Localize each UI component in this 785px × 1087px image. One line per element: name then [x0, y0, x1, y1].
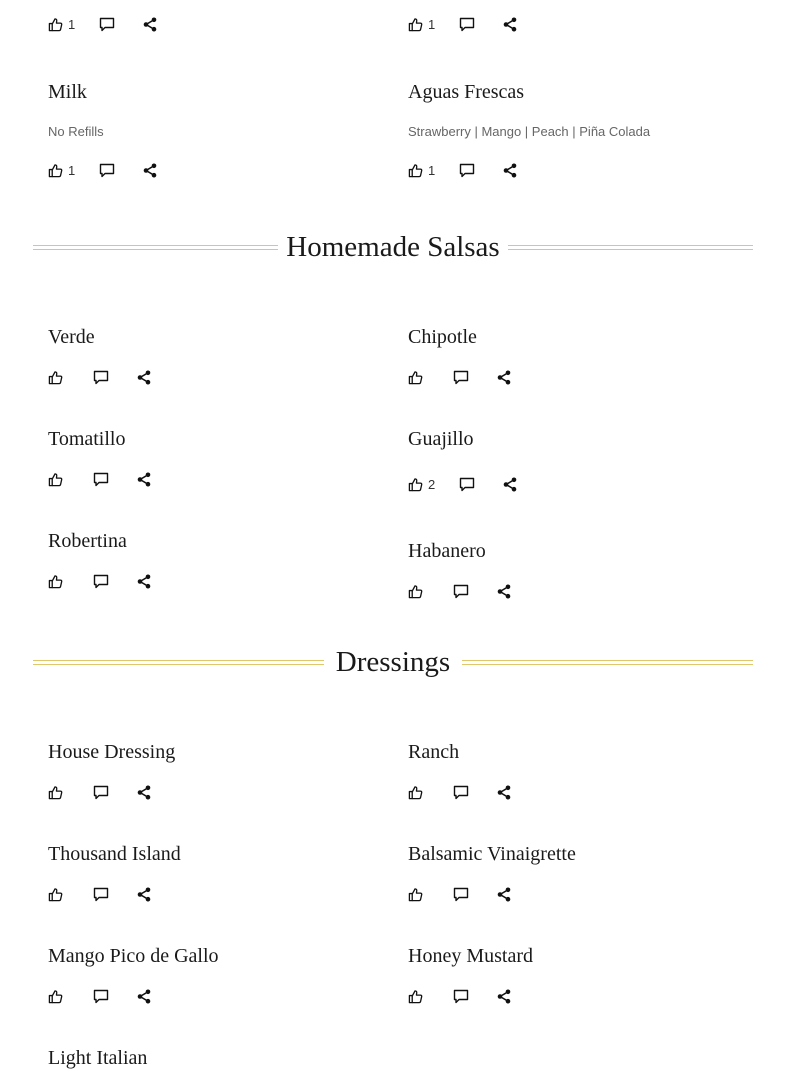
share-icon — [497, 785, 511, 800]
share-icon — [497, 370, 511, 385]
like-button[interactable] — [408, 477, 435, 492]
action-bar — [408, 986, 511, 1006]
comment-icon — [93, 574, 109, 589]
share-icon — [137, 989, 151, 1004]
action-bar — [48, 469, 151, 489]
item-name: Verde — [48, 326, 95, 348]
like-button[interactable] — [408, 17, 435, 32]
share-icon — [143, 163, 157, 178]
like-button[interactable] — [408, 370, 423, 385]
share-icon — [137, 887, 151, 902]
comment-button[interactable] — [93, 472, 109, 487]
comment-button[interactable] — [93, 785, 109, 800]
thumbs-up-icon — [48, 887, 63, 902]
comment-button[interactable] — [459, 17, 475, 32]
item-name: Mango Pico de Gallo — [48, 945, 219, 967]
action-bar — [48, 14, 157, 34]
thumbs-up-icon — [408, 989, 423, 1004]
comment-button[interactable] — [99, 17, 115, 32]
share-button[interactable] — [137, 989, 151, 1004]
action-bar — [48, 367, 151, 387]
comment-icon — [453, 989, 469, 1004]
share-button[interactable] — [137, 785, 151, 800]
comment-icon — [453, 785, 469, 800]
like-button[interactable] — [48, 17, 75, 32]
comment-button[interactable] — [99, 163, 115, 178]
like-button[interactable] — [48, 163, 75, 178]
comment-icon — [93, 785, 109, 800]
comment-icon — [93, 472, 109, 487]
item-name: House Dressing — [48, 741, 176, 763]
action-bar — [408, 160, 517, 180]
thumbs-up-icon — [408, 163, 423, 178]
share-icon — [503, 163, 517, 178]
action-bar — [48, 160, 157, 180]
like-count: 1 — [428, 16, 436, 32]
action-bar — [408, 14, 517, 34]
action-bar — [408, 782, 511, 802]
thumbs-up-icon — [408, 887, 423, 902]
section-title: Homemade Salsas — [286, 231, 500, 263]
item-name: Thousand Island — [48, 843, 181, 865]
share-icon — [137, 574, 151, 589]
share-button[interactable] — [143, 163, 157, 178]
share-button[interactable] — [497, 370, 511, 385]
item-name: Ranch — [408, 741, 460, 763]
comment-button[interactable] — [453, 785, 469, 800]
share-button[interactable] — [497, 887, 511, 902]
comment-icon — [453, 584, 469, 599]
action-bar — [408, 581, 511, 601]
item-name: Balsamic Vinaigrette — [408, 843, 576, 865]
share-icon — [503, 17, 517, 32]
item-name: Light Italian — [48, 1047, 148, 1069]
comment-icon — [93, 989, 109, 1004]
item-name: Guajillo — [408, 428, 474, 450]
comment-icon — [93, 370, 109, 385]
thumbs-up-icon — [408, 477, 423, 492]
item-name: Milk — [48, 81, 87, 103]
share-button[interactable] — [137, 370, 151, 385]
section-heading-salsas — [33, 228, 753, 268]
thumbs-up-icon — [48, 472, 63, 487]
like-button[interactable] — [408, 163, 435, 178]
thumbs-up-icon — [48, 574, 63, 589]
section-title: Dressings — [335, 646, 451, 678]
action-bar — [408, 884, 511, 904]
thumbs-up-icon — [408, 584, 423, 599]
comment-icon — [453, 887, 469, 902]
item-name: Tomatillo — [48, 428, 126, 450]
comment-icon — [99, 17, 115, 32]
like-button[interactable] — [408, 887, 423, 902]
share-button[interactable] — [497, 989, 511, 1004]
item-name: Habanero — [408, 540, 486, 562]
share-icon — [137, 785, 151, 800]
share-icon — [497, 887, 511, 902]
share-button[interactable] — [137, 887, 151, 902]
like-count: 1 — [68, 162, 76, 178]
action-bar — [48, 884, 151, 904]
like-button[interactable] — [48, 472, 63, 487]
comment-button[interactable] — [93, 370, 109, 385]
like-button[interactable] — [408, 989, 423, 1004]
action-bar — [48, 571, 151, 591]
share-icon — [143, 17, 157, 32]
comment-icon — [93, 887, 109, 902]
thumbs-up-icon — [408, 370, 423, 385]
action-bar — [408, 474, 517, 494]
share-button[interactable] — [137, 472, 151, 487]
like-count: 2 — [428, 476, 436, 492]
share-button[interactable] — [137, 574, 151, 589]
like-button[interactable] — [48, 785, 63, 800]
comment-icon — [459, 17, 475, 32]
thumbs-up-icon — [408, 785, 423, 800]
item-name: Chipotle — [408, 326, 477, 348]
action-bar — [48, 986, 151, 1006]
comment-icon — [99, 163, 115, 178]
comment-button[interactable] — [453, 370, 469, 385]
comment-icon — [453, 370, 469, 385]
item-name: Robertina — [48, 530, 127, 552]
thumbs-up-icon — [48, 163, 63, 178]
like-button[interactable] — [48, 370, 63, 385]
share-icon — [497, 584, 511, 599]
comment-button[interactable] — [459, 163, 475, 178]
item-description: No Refills — [48, 124, 104, 139]
thumbs-up-icon — [48, 989, 63, 1004]
thumbs-up-icon — [408, 17, 423, 32]
action-bar — [408, 367, 511, 387]
item-name: Honey Mustard — [408, 945, 533, 967]
like-button[interactable] — [48, 887, 63, 902]
like-count: 1 — [68, 16, 76, 32]
share-button[interactable] — [497, 785, 511, 800]
comment-icon — [459, 163, 475, 178]
thumbs-up-icon — [48, 785, 63, 800]
like-button[interactable] — [48, 574, 63, 589]
action-bar — [48, 782, 151, 802]
like-button[interactable] — [408, 785, 423, 800]
comment-button[interactable] — [453, 989, 469, 1004]
share-icon — [503, 477, 517, 492]
share-button[interactable] — [503, 477, 517, 492]
like-button[interactable] — [408, 584, 423, 599]
item-name: Aguas Frescas — [408, 81, 525, 103]
comment-icon — [459, 477, 475, 492]
comment-button[interactable] — [453, 887, 469, 902]
share-button[interactable] — [497, 584, 511, 599]
thumbs-up-icon — [48, 370, 63, 385]
like-count: 1 — [428, 162, 436, 178]
item-description: Strawberry | Mango | Peach | Piña Colada — [408, 124, 651, 139]
comment-button[interactable] — [453, 584, 469, 599]
share-icon — [497, 989, 511, 1004]
share-button[interactable] — [143, 17, 157, 32]
share-icon — [137, 370, 151, 385]
comment-button[interactable] — [93, 574, 109, 589]
comment-button[interactable] — [93, 887, 109, 902]
section-heading-dressings — [33, 643, 753, 683]
thumbs-up-icon — [48, 17, 63, 32]
share-button[interactable] — [503, 17, 517, 32]
share-icon — [137, 472, 151, 487]
comment-button[interactable] — [93, 989, 109, 1004]
comment-button[interactable] — [459, 477, 475, 492]
like-button[interactable] — [48, 989, 63, 1004]
share-button[interactable] — [503, 163, 517, 178]
